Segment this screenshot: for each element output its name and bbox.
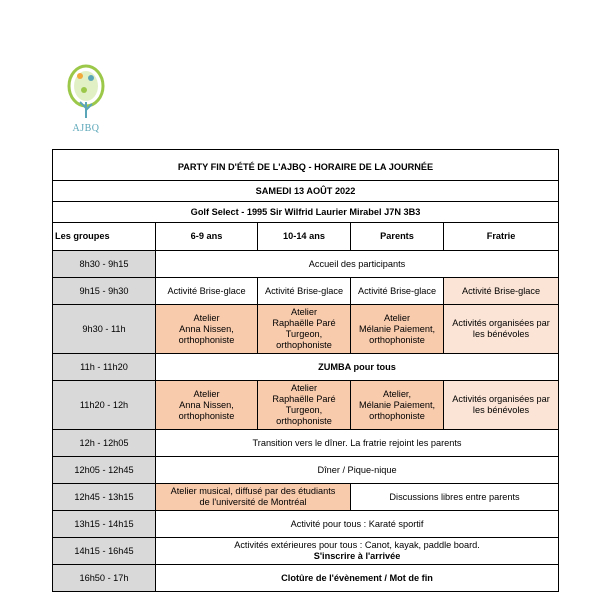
- workshop-line: Turgeon,: [285, 405, 323, 415]
- workshop-line: Atelier: [383, 312, 411, 323]
- time-cell: 11h - 11h20: [53, 354, 156, 381]
- event-date: SAMEDI 13 AOÛT 2022: [53, 181, 559, 202]
- workshop-line: orthophoniste: [178, 410, 235, 421]
- workshop-line: Mélanie Paiement,: [358, 323, 436, 334]
- time-cell: 13h15 - 14h15: [53, 511, 156, 538]
- workshop-line: orthophoniste: [178, 334, 235, 345]
- workshop-line: de l'université de Montréal: [199, 497, 307, 507]
- activity-cell: Discussions libres entre parents: [351, 484, 559, 511]
- event-location: Golf Select - 1995 Sir Wilfrid Laurier Mirabel J7N 3B3: [53, 202, 559, 223]
- workshop-line: Atelier: [193, 312, 220, 323]
- table-row: [53, 565, 559, 592]
- workshop-line: orthophoniste: [276, 340, 332, 350]
- column-header: 6-9 ans: [156, 223, 258, 251]
- workshop-line: Mélanie Paiement,: [358, 399, 436, 410]
- activity-cell: Activité pour tous : Karaté sportif: [156, 511, 559, 538]
- table-row: [53, 354, 559, 381]
- column-header: Fratrie: [444, 223, 559, 251]
- table-row: [53, 305, 559, 354]
- workshop-line: Atelier: [290, 383, 318, 393]
- time-cell: 16h50 - 17h: [53, 565, 156, 592]
- registration-note: S'inscrire à l'arrivée: [313, 551, 401, 561]
- time-cell: 9h15 - 9h30: [53, 278, 156, 305]
- workshop-line: Raphaëlle Paré: [272, 394, 336, 404]
- sibling-line: les bénévoles: [472, 329, 530, 339]
- logo-text: AJBQ: [72, 123, 100, 134]
- time-cell: 9h30 - 11h: [53, 305, 156, 354]
- workshop-cell: [258, 305, 351, 354]
- activity-cell: Activité Brise-glace: [444, 278, 559, 305]
- activity-cell: Dîner / Pique-nique: [156, 457, 559, 484]
- workshop-line: Turgeon,: [285, 329, 323, 339]
- workshop-cell: [258, 381, 351, 430]
- column-header: 10-14 ans: [258, 223, 351, 251]
- workshop-line: orthophoniste: [369, 334, 425, 345]
- event-title: PARTY FIN D'ÉTÉ DE L'AJBQ - HORAIRE DE LA JOURNÉE: [53, 150, 559, 181]
- table-row: [53, 484, 559, 511]
- activity-cell: Accueil des participants: [156, 251, 559, 278]
- activity-cell: Activité Brise-glace: [351, 278, 444, 305]
- sibling-line: Activités organisées par: [452, 394, 550, 404]
- table-row: [53, 511, 559, 538]
- workshop-line: Anna Nissen,: [179, 399, 234, 410]
- activity-cell: Clotûre de l'évènement / Mot de fin: [156, 565, 559, 592]
- sibling-line: les bénévoles: [472, 405, 530, 415]
- schedule-table: [52, 149, 559, 592]
- time-cell: 12h05 - 12h45: [53, 457, 156, 484]
- activity-cell: ZUMBA pour tous: [156, 354, 559, 381]
- table-row: [53, 457, 559, 484]
- workshop-line: Raphaëlle Paré: [272, 318, 336, 328]
- workshop-line: orthophoniste: [369, 410, 425, 421]
- time-cell: 12h45 - 13h15: [53, 484, 156, 511]
- workshop-line: Atelier musical, diffusé par des étudiants: [170, 486, 336, 496]
- workshop-line: Anna Nissen,: [179, 323, 234, 334]
- workshop-line: Atelier: [290, 307, 318, 317]
- activity-cell: Activité Brise-glace: [156, 278, 258, 305]
- activity-cell: Activité Brise-glace: [258, 278, 351, 305]
- time-cell: 11h20 - 12h: [53, 381, 156, 430]
- table-row: [53, 251, 559, 278]
- workshop-line: orthophoniste: [276, 416, 332, 426]
- sibling-line: Activités organisées par: [452, 318, 550, 328]
- activity-line: Activités extérieures pour tous : Canot, kayak, paddle board.: [234, 540, 480, 550]
- column-header-row: [53, 223, 559, 251]
- activity-cell: [156, 538, 559, 565]
- activity-cell: Transition vers le dîner. La fratrie rejoint les parents: [156, 430, 559, 457]
- time-cell: 8h30 - 9h15: [53, 251, 156, 278]
- column-header: Les groupes: [53, 223, 156, 251]
- workshop-cell: [351, 305, 444, 354]
- workshop-cell: [351, 381, 444, 430]
- time-cell: 12h - 12h05: [53, 430, 156, 457]
- sibling-cell: [444, 305, 559, 354]
- workshop-cell: [156, 305, 258, 354]
- workshop-line: Atelier,: [382, 388, 412, 399]
- table-row: [53, 381, 559, 430]
- workshop-cell: [156, 381, 258, 430]
- table-row: [53, 538, 559, 565]
- music-workshop-cell: [156, 484, 351, 511]
- column-header: Parents: [351, 223, 444, 251]
- sibling-cell: [444, 381, 559, 430]
- time-cell: 14h15 - 16h45: [53, 538, 156, 565]
- table-row: [53, 430, 559, 457]
- workshop-line: Atelier: [193, 388, 220, 399]
- table-row: [53, 278, 559, 305]
